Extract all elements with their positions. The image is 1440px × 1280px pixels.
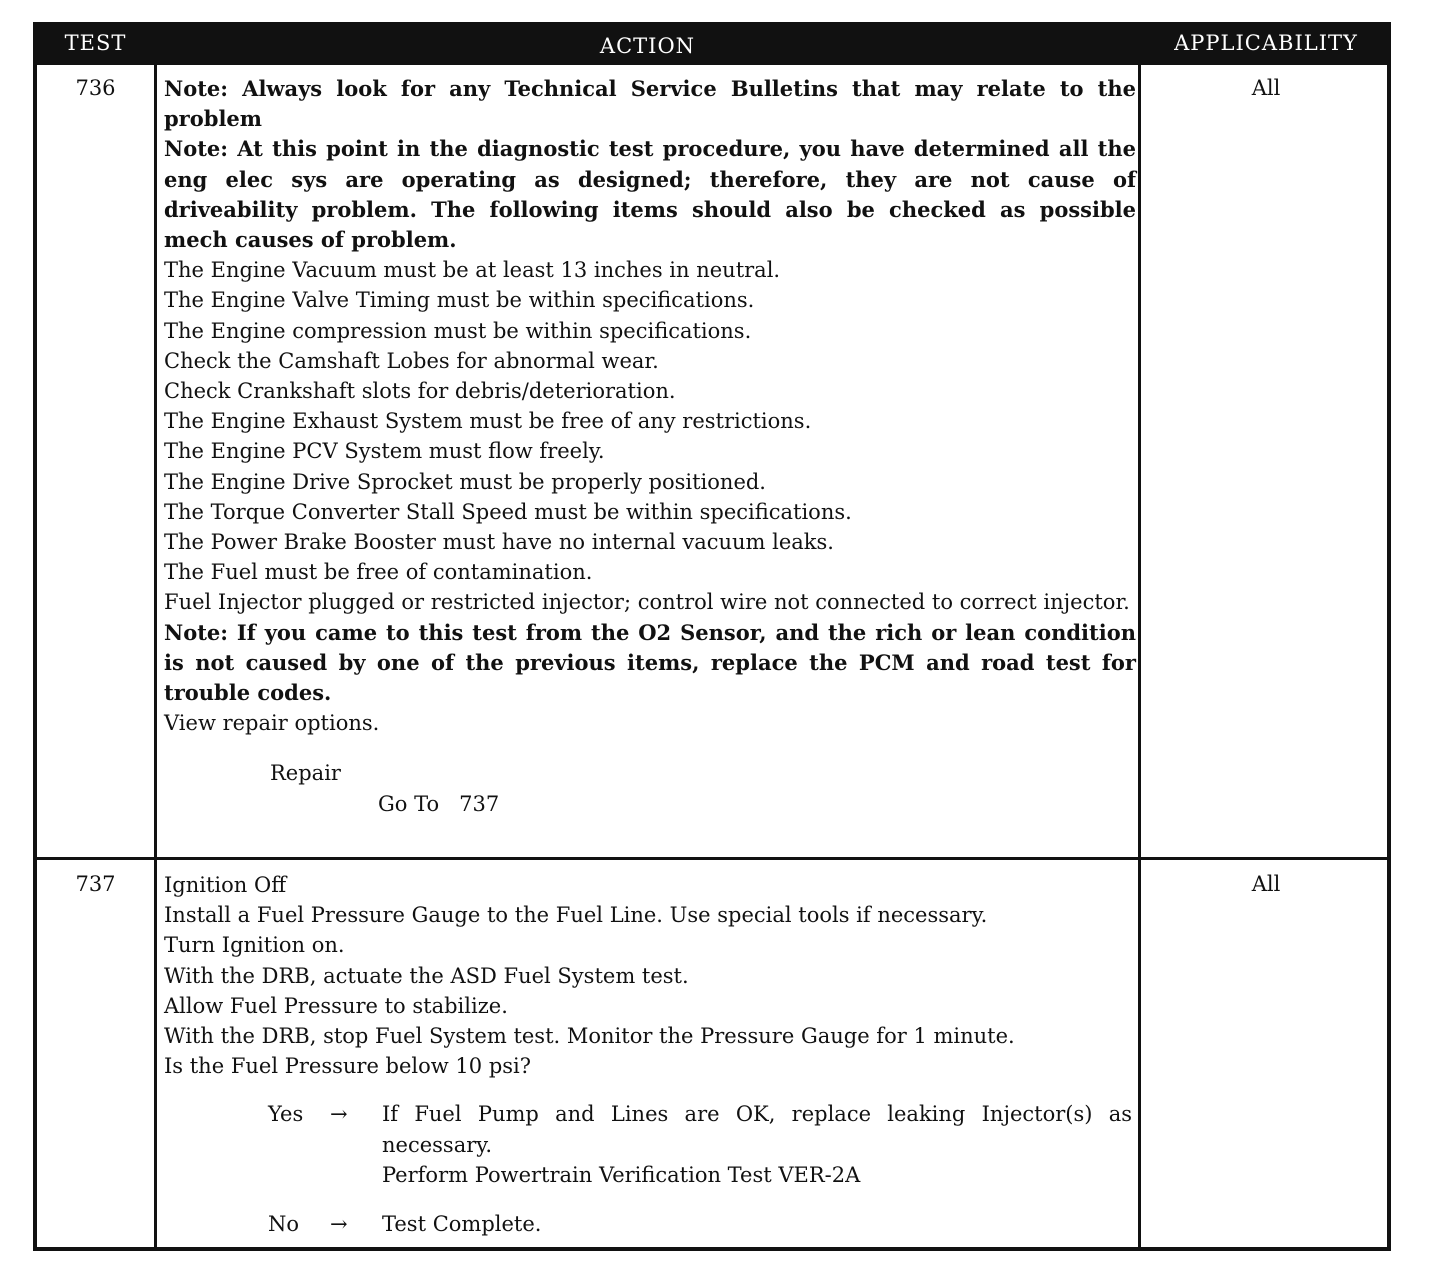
- step: Install a Fuel Pressure Gauge to the Fuel Line. Use special tools if necessary.: [164, 903, 988, 928]
- row-divider: [37, 857, 1387, 860]
- row-divider: [37, 62, 1387, 65]
- check-item: The Engine Exhaust System must be free of any restrictions.: [164, 409, 812, 434]
- yes-text: [382, 1099, 1132, 1190]
- no-label: No: [268, 1212, 300, 1237]
- arrow-icon: →: [330, 1212, 348, 1237]
- view-repair-options: View repair options.: [164, 711, 380, 736]
- test-number: 737: [75, 872, 116, 896]
- check-item: The Engine Vacuum must be at least 13 inches in neutral.: [164, 258, 781, 283]
- diagnostic-table: [33, 22, 1391, 1251]
- repair-label: Repair: [270, 761, 341, 786]
- goto-label: Go To: [378, 791, 440, 816]
- step: With the DRB, actuate the ASD Fuel System test.: [164, 963, 689, 988]
- yes-branch[interactable]: [164, 1099, 1136, 1189]
- check-item: The Engine compression must be within specifications.: [164, 318, 752, 343]
- check-item: Check the Camshaft Lobes for abnormal wear.: [164, 348, 659, 373]
- applicability-value: All: [1251, 872, 1281, 896]
- check-item: The Fuel must be free of contamination.: [164, 560, 593, 585]
- diagnostic-note: Note: At this point in the diagnostic test procedure, you have determined all the eng elec sys are operating as designed; therefore, they are not cause of driveability problem. The following items should also be checked as possible mech causes of problem.: [164, 136, 1136, 253]
- step: With the DRB, stop Fuel System test. Monitor the Pressure Gauge for 1 minute.: [164, 1024, 1015, 1049]
- arrow-icon: →: [330, 1102, 348, 1127]
- no-text: Test Complete.: [382, 1212, 542, 1237]
- check-item: The Power Brake Booster must have no internal vacuum leaks.: [164, 530, 834, 555]
- step: Allow Fuel Pressure to stabilize.: [164, 993, 508, 1018]
- yes-instruction: If Fuel Pump and Lines are OK, replace leaking Injector(s) as necessary.: [382, 1102, 1132, 1157]
- test-number: 736: [75, 76, 116, 100]
- injector-item: Fuel Injector plugged or restricted injector; control wire not connected to correct injector.: [164, 590, 1130, 615]
- no-branch[interactable]: [164, 1209, 1136, 1239]
- yes-verification: Perform Powertrain Verification Test VER-2A: [382, 1162, 861, 1187]
- check-item: The Torque Converter Stall Speed must be within specifications.: [164, 499, 852, 524]
- check-item: The Engine PCV System must flow freely.: [164, 439, 605, 464]
- tsb-note: Note: Always look for any Technical Service Bulletins that may relate to the problem: [164, 76, 1136, 132]
- action-cell-736: [164, 74, 1136, 819]
- applicability-value: All: [1251, 76, 1281, 100]
- header-action: ACTION: [599, 34, 696, 58]
- table-header: [37, 26, 1387, 62]
- header-applicability: APPLICABILITY: [1174, 31, 1358, 55]
- yes-label: Yes: [268, 1102, 304, 1127]
- goto-target[interactable]: 737: [459, 791, 500, 816]
- column-divider: [154, 26, 157, 1247]
- step: Ignition Off: [164, 873, 287, 897]
- header-test: TEST: [64, 31, 127, 55]
- check-item: The Engine Drive Sprocket must be properly positioned.: [164, 469, 766, 494]
- action-cell-737: [164, 870, 1136, 1239]
- goto-link[interactable]: [164, 789, 1136, 819]
- question: Is the Fuel Pressure below 10 psi?: [164, 1054, 532, 1079]
- column-divider: [1138, 26, 1141, 1247]
- check-item: The Engine Valve Timing must be within specifications.: [164, 288, 755, 313]
- o2-sensor-note: Note: If you came to this test from the O2 Sensor, and the rich or lean condition is not caused by one of the previous items, replace the PCM and road test for trouble codes.: [164, 619, 1136, 706]
- check-item: Check Crankshaft slots for debris/deterioration.: [164, 379, 676, 404]
- step: Turn Ignition on.: [164, 933, 345, 958]
